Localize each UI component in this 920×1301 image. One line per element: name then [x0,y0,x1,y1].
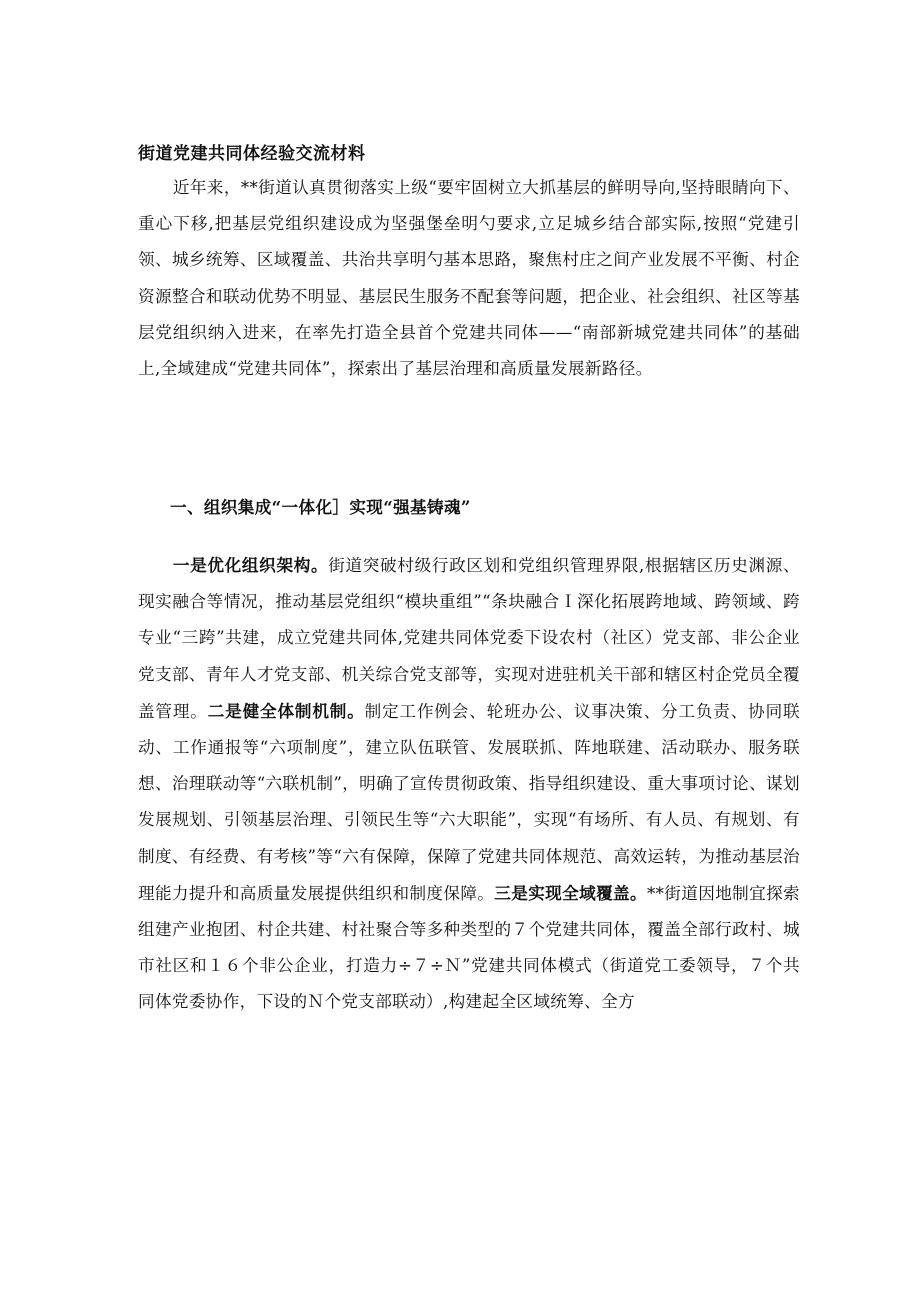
intro-paragraph: 近年来，**街道认真贯彻落实上级“要牢固树立大抓基层的鲜明导向,坚持眼睛向下、重心下移,把基层党组织建设成为坚强堡垒明勺要求,立足城乡结合部实际,按照“党建引领、城乡统筹、区域覆盖、共治共享明勺基本思路，聚焦村庄之间产业发展不平衡、村企资源整合和联动优势不明显、基层民生服务不配套等问题，把企业、社会组织、社区等基层党组织纳入进来，在率先打造全县首个党建共同体——“南部新城党建共同体”的基础上,全域建成“党建共同体”，探索出了基层治理和高质量发展新路径。 [138,178,800,379]
item1-heading: 一是优化组织架构。 [172,555,329,575]
section-heading: 一、组织集成“一体化］实现“强基铸魂” [170,497,471,517]
item2-heading: 二是健全体制机制。 [207,700,365,721]
item1-text: 街道突破村级行政区划和党组织管理界限,根据辖区历史渊源、现实融合等情况，推动基层党组织“模块重组”“条块融合Ｉ深化拓展跨地域、跨领域、跨专业“三跨”共建，成立党建共同体,党建共同体党委下设农村（社区）党支部、非公企业党支部、青年人才党支部、机关综合党支部等，实现对进驻机关干部和辖区村企党员全覆盖管理。 [138,556,801,721]
item3-heading: 三是实现全域覆盖。 [494,882,647,903]
document-title: 街道党建共同体经验交流材料 [138,144,366,164]
item2-text: 制定工作例会、轮班办公、议事决策、分工负责、协同联动、工作通报等“六项制度”，建立队伍联管、发展联抓、阵地联建、活动联办、服务联想、治理联动等“六联机制”，明确了宣传贯彻政策、指导组织建设、重大事项讨论、谋划发展规划、引领基层治理、引领民生等“六大职能”，实现“有场所、有人员、有规划、有制度、有经费、有考核”等“六有保障，保障了党建共同体规范、高效运转，为推动基层治理能力提升和高质量发展提供组织和制度保障。 [138,701,800,903]
section-paragraph [138,547,800,1021]
item3-text: **街道因地制宜探索组建产业抱团、村企共建、村社聚合等多种类型的７个党建共同体，覆盖全部行政村、城市社区和１６个非公企业，打造力÷７÷Ｎ”党建共同体模式（街道党工委领导，７个共同体党委协作，下设的Ｎ个党支部联动）,构建起全区域统筹、全方 [138,883,801,1012]
